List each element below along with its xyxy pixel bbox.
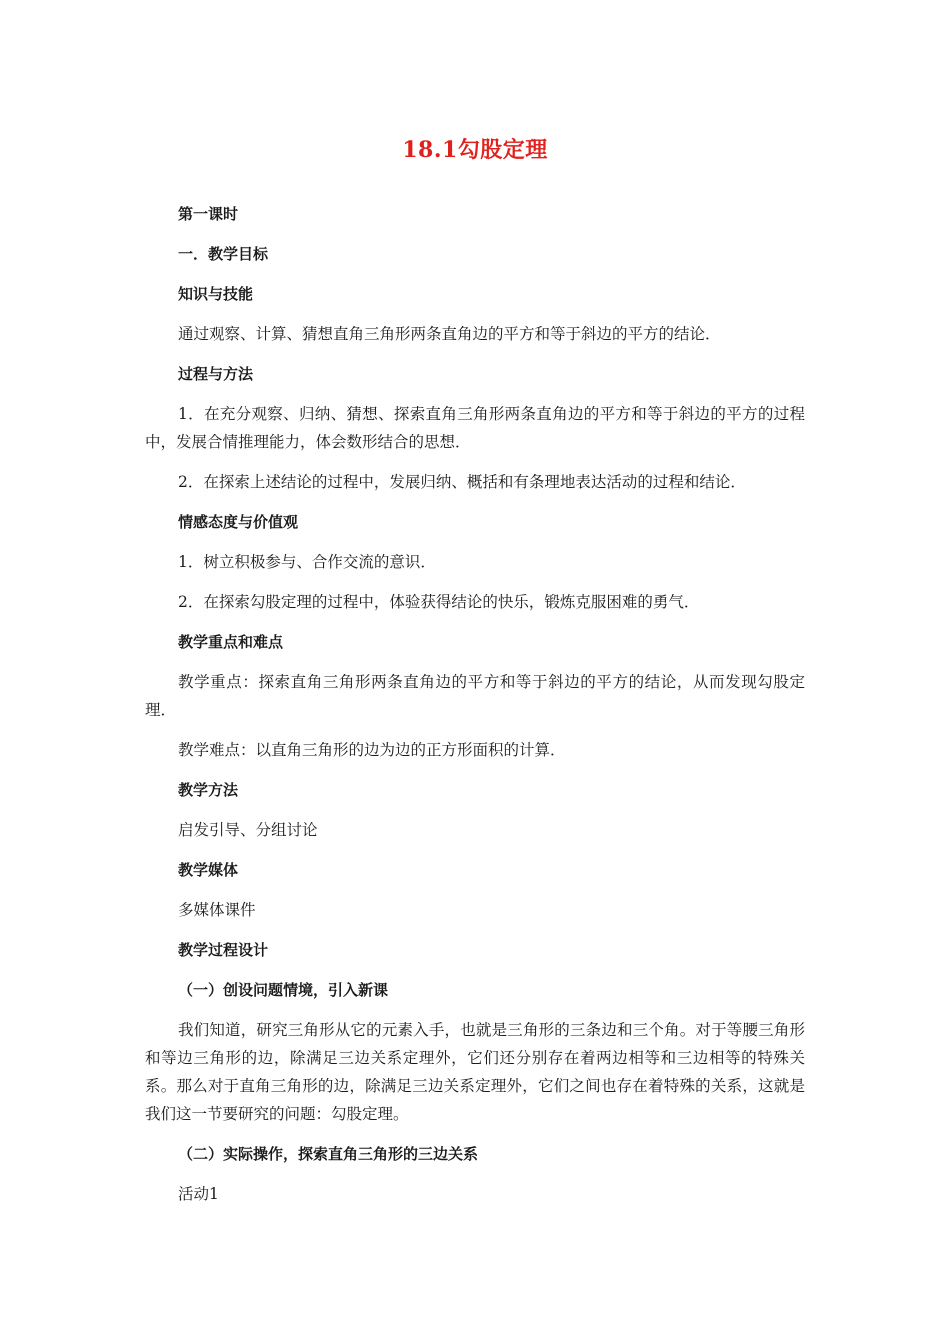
emotion-item-2: 2．在探索勾股定理的过程中，体验获得结论的快乐，锻炼克服困难的勇气． (178, 593, 700, 611)
subheading-emotion: 情感态度与价值观 (178, 513, 299, 531)
process-item-1: 1．在充分观察、归纳、猜想、探索直角三角形两条直角边的平方和等于斜边的平方的过程中，发展合情推理能力，体会数形结合的思想． (145, 405, 805, 451)
heading-media: 教学媒体 (178, 861, 239, 879)
heading-design: 教学过程设计 (178, 941, 269, 959)
document-body (145, 200, 805, 1208)
section-heading-objectives: 一．教学目标 (178, 245, 269, 263)
activity-label: 活动1 (178, 1185, 219, 1203)
heading-method: 教学方法 (178, 781, 239, 799)
key-point-difficulty: 教学难点：以直角三角形的边为边的正方形面积的计算． (178, 741, 566, 759)
part-1-text: 我们知道，研究三角形从它的元素入手，也就是三角形的三条边和三个角。对于等腰三角形和等边三角形的边，除满足三边关系定理外，它们还分别存在着两边相等和三边相等的特殊关系。那么对于直角三角形的边，除满足三边关系定理外，它们之间也存在着特殊的关系，这就是我们这一节要研究的问题：勾股定理。 (145, 1021, 805, 1123)
heading-key-points: 教学重点和难点 (178, 633, 284, 651)
process-item-2: 2．在探索上述结论的过程中，发展归纳、概括和有条理地表达活动的过程和结论． (178, 473, 746, 491)
lesson-label: 第一课时 (178, 205, 239, 223)
method-text: 启发引导、分组讨论 (178, 821, 318, 839)
media-text: 多媒体课件 (178, 901, 256, 919)
heading-part-2: （二）实际操作，探索直角三角形的三边关系 (178, 1145, 479, 1163)
subheading-process: 过程与方法 (178, 365, 254, 383)
key-point-focus: 教学重点：探索直角三角形两条直角边的平方和等于斜边的平方的结论，从而发现勾股定理． (145, 673, 805, 719)
emotion-item-1: 1．树立积极参与、合作交流的意识． (178, 553, 436, 571)
knowledge-text: 通过观察、计算、猜想直角三角形两条直角边的平方和等于斜边的平方的结论． (178, 325, 721, 343)
subheading-knowledge: 知识与技能 (178, 285, 254, 303)
heading-part-1: （一）创设问题情境，引入新课 (178, 981, 389, 999)
document-title: 18.1勾股定理 (402, 137, 548, 163)
